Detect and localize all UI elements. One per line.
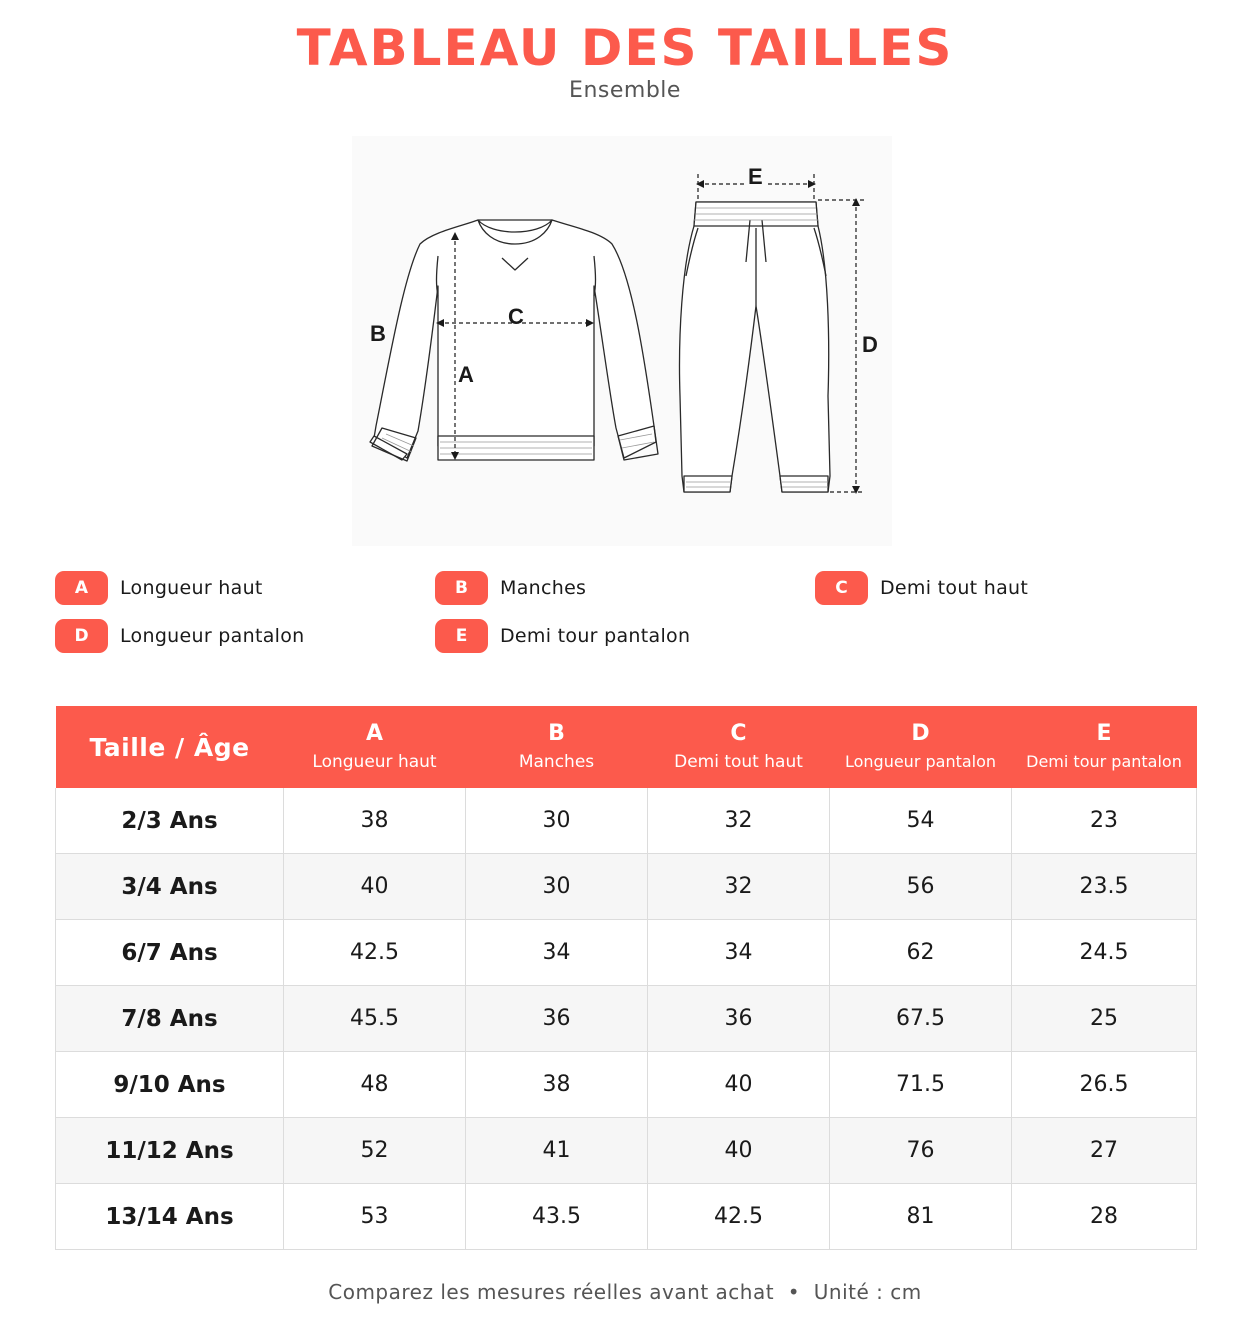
value-cell-c: 40 (648, 1118, 830, 1184)
header-label-d: Longueur pantalon (844, 752, 997, 771)
value-cell-a: 52 (284, 1118, 466, 1184)
table-row (56, 920, 1197, 986)
table-row (56, 986, 1197, 1052)
table-header-row (56, 706, 1197, 788)
value-cell-c: 40 (648, 1052, 830, 1118)
table-row (56, 1118, 1197, 1184)
value-cell-e: 23 (1012, 788, 1197, 854)
table-row (56, 1052, 1197, 1118)
header-letter-c: C (730, 721, 747, 746)
value-cell-b: 41 (466, 1118, 648, 1184)
value-cell-c: 42.5 (648, 1184, 830, 1250)
value-cell-a: 42.5 (284, 920, 466, 986)
page-subtitle: Ensemble (569, 78, 681, 103)
legend-item-e (435, 619, 690, 653)
value-cell-b: 38 (466, 1052, 648, 1118)
header-label-a: Longueur haut (312, 752, 437, 772)
header-label-c: Demi tout haut (674, 752, 803, 772)
header-label-e: Demi tour pantalon (1026, 752, 1182, 771)
size-cell: 3/4 Ans (56, 854, 284, 920)
legend-label-e: Demi tour pantalon (500, 625, 691, 647)
label-c: C (508, 304, 524, 329)
table-row (56, 788, 1197, 854)
header-letter-b: B (548, 721, 565, 746)
header-col-d (830, 706, 1012, 788)
header-letter-d: D (911, 721, 930, 746)
value-cell-d: 76 (830, 1118, 1012, 1184)
value-cell-b: 36 (466, 986, 648, 1052)
legend-badge-c: C (815, 571, 868, 605)
legend-label-a: Longueur haut (120, 577, 263, 599)
legend-item-c (815, 571, 1028, 605)
label-b: B (370, 321, 386, 346)
garment-illustration (352, 136, 892, 546)
table-row (56, 1184, 1197, 1250)
footer-note: Comparez les mesures réelles avant achat • Unité : cm (328, 1280, 922, 1304)
header-label-b: Manches (518, 752, 595, 772)
value-cell-a: 48 (284, 1052, 466, 1118)
size-cell: 6/7 Ans (56, 920, 284, 986)
size-cell: 13/14 Ans (56, 1184, 284, 1250)
value-cell-e: 27 (1012, 1118, 1197, 1184)
legend-label-c: Demi tout haut (880, 577, 1029, 599)
header-letter-a: A (365, 721, 384, 746)
value-cell-c: 32 (648, 854, 830, 920)
value-cell-c: 34 (648, 920, 830, 986)
size-cell: 9/10 Ans (56, 1052, 284, 1118)
value-cell-d: 54 (830, 788, 1012, 854)
header-col-a (284, 706, 466, 788)
value-cell-c: 36 (648, 986, 830, 1052)
size-cell: 2/3 Ans (56, 788, 284, 854)
table-row (56, 854, 1197, 920)
value-cell-b: 30 (466, 854, 648, 920)
value-cell-e: 26.5 (1012, 1052, 1197, 1118)
header-col-c (648, 706, 830, 788)
value-cell-b: 43.5 (466, 1184, 648, 1250)
header-col-b (466, 706, 648, 788)
header-col-e (1012, 706, 1197, 788)
value-cell-e: 25 (1012, 986, 1197, 1052)
legend-badge-b: B (435, 571, 488, 605)
size-cell: 11/12 Ans (56, 1118, 284, 1184)
legend-label-b: Manches (500, 577, 587, 599)
value-cell-a: 53 (284, 1184, 466, 1250)
size-cell: 7/8 Ans (56, 986, 284, 1052)
legend-badge-a: A (55, 571, 108, 605)
legend-badge-d: D (55, 619, 108, 653)
header-letter-e: E (1096, 721, 1112, 746)
label-e: E (748, 164, 763, 189)
pants-drawing (680, 202, 830, 492)
size-table (55, 706, 1197, 1250)
value-cell-e: 28 (1012, 1184, 1197, 1250)
value-cell-b: 30 (466, 788, 648, 854)
value-cell-d: 71.5 (830, 1052, 1012, 1118)
header-size-age: Taille / Âge (56, 706, 284, 788)
value-cell-a: 38 (284, 788, 466, 854)
legend-item-a (55, 571, 263, 605)
value-cell-e: 24.5 (1012, 920, 1197, 986)
label-a: A (458, 362, 474, 387)
legend-badge-e: E (435, 619, 488, 653)
legend-label-d: Longueur pantalon (120, 625, 305, 647)
page-title: TABLEAU DES TAILLES (296, 19, 954, 77)
value-cell-d: 81 (830, 1184, 1012, 1250)
value-cell-d: 62 (830, 920, 1012, 986)
value-cell-a: 40 (284, 854, 466, 920)
value-cell-d: 67.5 (830, 986, 1012, 1052)
value-cell-a: 45.5 (284, 986, 466, 1052)
legend-item-b (435, 571, 586, 605)
legend-item-d (55, 619, 305, 653)
value-cell-b: 34 (466, 920, 648, 986)
value-cell-e: 23.5 (1012, 854, 1197, 920)
value-cell-c: 32 (648, 788, 830, 854)
sweatshirt-drawing (370, 220, 658, 461)
value-cell-d: 56 (830, 854, 1012, 920)
label-d: D (862, 332, 878, 357)
